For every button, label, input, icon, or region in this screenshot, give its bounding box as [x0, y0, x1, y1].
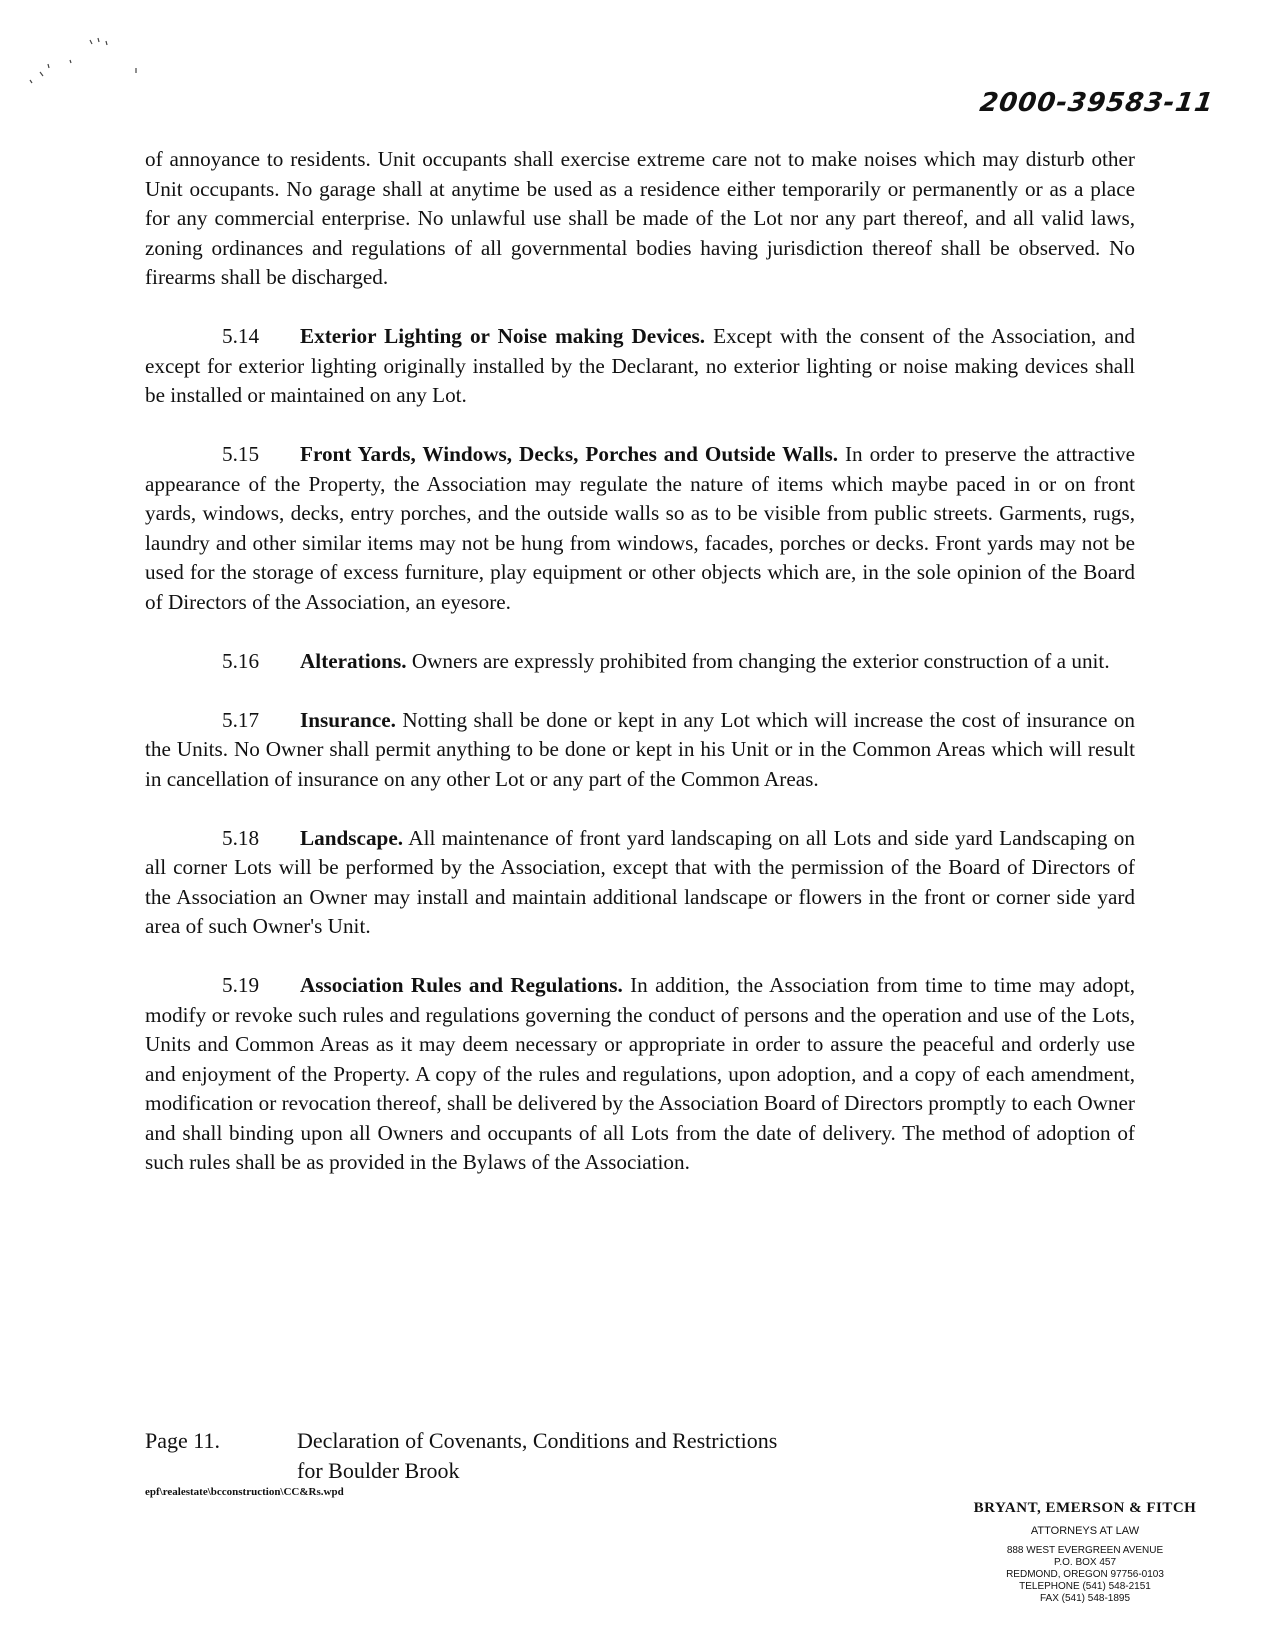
section-5-15	[145, 440, 1135, 617]
file-path: epf\realestate\bcconstruction\CC&Rs.wpd	[145, 1486, 344, 1498]
section-5-14	[145, 322, 1135, 411]
section-5-18	[145, 824, 1135, 942]
fax: FAX (541) 548-1895	[1039, 1593, 1131, 1604]
page-number	[145, 1426, 297, 1456]
section-number: 5.18	[222, 825, 260, 850]
section-text: In addition, the Association from time to time may adopt, modify or revoke such rules and regulations governing the conduct of persons and the operation and use of the Lots, Units and Common Areas as it may deem necessary or appropriate in order to assure the peaceful and orderly use and enjoyment of the Property. A copy of the rules and regulations, upon adoption, and a copy of each amendment, modification or revocation thereof, shall be delivered by the Association Board of Directors promptly to each Owner and shall binding upon all Owners and occupants of all Lots from the date of delivery. The method of adoption of such rules shall be as provided in the Bylaws of the Association.	[145, 973, 1136, 1174]
section-heading: Alterations.	[300, 648, 407, 673]
paragraph-continuation	[145, 145, 1135, 293]
document-title	[297, 1426, 777, 1486]
section-5-19	[145, 971, 1135, 1178]
document-title-line1: Declaration of Covenants, Conditions and Restrictions	[297, 1428, 778, 1453]
firm-tagline: ATTORNEYS AT LAW	[1030, 1525, 1140, 1537]
section-heading: Association Rules and Regulations.	[300, 973, 623, 997]
section-text: Except with the consent of the Association, and except for exterior lighting originally installed by the Declarant, no exterior lighting or noise making devices shall be installed or maintained on any Lot.	[145, 324, 1136, 407]
telephone: TELEPHONE (541) 548-2151	[1019, 1581, 1151, 1592]
section-5-17	[145, 706, 1135, 795]
section-text: Notting shall be done or kept in any Lot which will increase the cost of insurance on the Units. No Owner shall permit anything to be done or kept in his Unit or in the Common Areas which will result in cancellation of insurance on any other Lot or any part of the Common Areas.	[145, 707, 1136, 791]
section-number: 5.17	[222, 707, 260, 732]
section-5-16	[145, 647, 1135, 677]
address-line: P.O. BOX 457	[1053, 1557, 1117, 1568]
section-number: 5.19	[222, 973, 260, 997]
section-number: 5.15	[222, 442, 260, 466]
section-heading: Insurance.	[300, 707, 396, 732]
page-label: Page 11.	[145, 1428, 220, 1453]
section-number: 5.14	[222, 324, 260, 348]
section-heading: Landscape.	[300, 825, 404, 850]
scan-artifact-marks	[18, 30, 158, 90]
document-title-line2: for Boulder Brook	[297, 1458, 460, 1483]
section-heading: Exterior Lighting or Noise making Devices.	[300, 324, 706, 348]
section-text: Owners are expressly prohibited from changing the exterior construction of a unit.	[411, 648, 1110, 673]
law-firm-block	[960, 1500, 1210, 1605]
section-text: In order to preserve the attractive appearance of the Property, the Association may regulate the nature of items which maybe paced in or on front yards, windows, decks, entry porches, and the outside walls so as to be visible from public streets. Garments, rugs, laundry and other similar items may not be hung from windows, facades, porches or decks. Front yards may not be used for the storage of excess furniture, play equipment or other objects which are, in the sole opinion of the Board of Directors of the Association, an eyesore.	[145, 442, 1135, 614]
section-number: 5.16	[222, 648, 260, 673]
paragraph-text: of annoyance to residents. Unit occupants shall exercise extreme care not to make noises which may disturb other Unit occupants. No garage shall at anytime be used as a residence either temporarily or permanently or as a place for any commercial enterprise. No unlawful use shall be made of the Lot nor any part thereof, and all valid laws, zoning ordinances and regulations of all governmental bodies having jurisdiction thereof shall be observed. No firearms shall be discharged.	[145, 147, 1135, 289]
section-heading: Front Yards, Windows, Decks, Porches and Outside Walls.	[300, 442, 839, 466]
address-line: REDMOND, OREGON 97756-0103	[1006, 1569, 1164, 1580]
document-body	[145, 145, 1135, 1207]
firm-name: BRYANT, EMERSON & FITCH	[973, 1500, 1197, 1516]
section-text: All maintenance of front yard landscaping on all Lots and side yard Landscaping on all corner Lots will be performed by the Association, except that with the permission of the Board of Directors of the Association an Owner may install and maintain additional landscape or flowers in the front or corner side yard area of such Owner's Unit.	[145, 825, 1135, 938]
address-line: 888 WEST EVERGREEN AVENUE	[1006, 1545, 1164, 1556]
firm-address	[960, 1545, 1210, 1605]
recording-number: 2000-39583-11	[977, 88, 1216, 118]
